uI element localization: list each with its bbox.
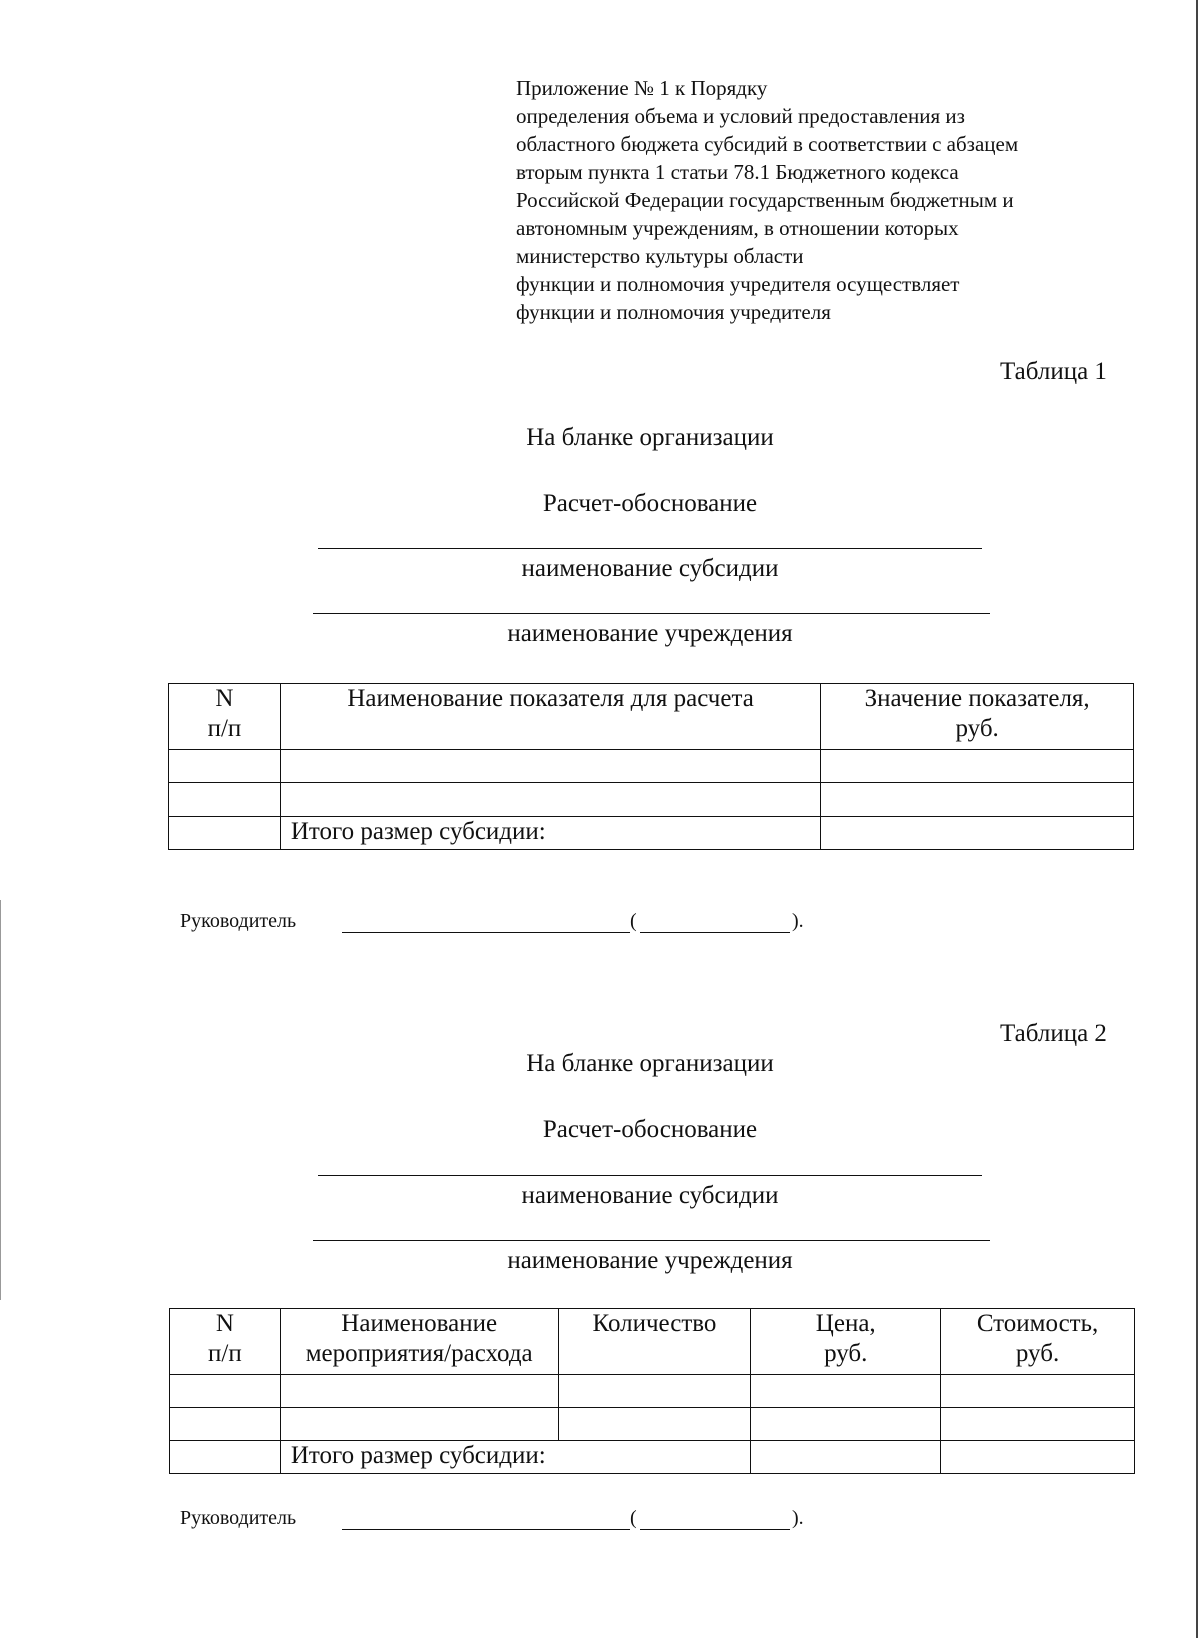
table2-header-num: N п/п <box>170 1309 281 1375</box>
table-cell <box>821 817 1134 850</box>
table2-title: Расчет-обоснование <box>542 1116 758 1143</box>
table-cell <box>821 750 1134 783</box>
table2-signature <box>180 1507 880 1537</box>
table2-header-price: Цена, руб. <box>751 1309 941 1375</box>
table-row <box>170 1408 1135 1441</box>
appendix-note <box>516 74 1156 326</box>
appendix-line: автономным учреждениям, в отношении которых <box>516 216 959 240</box>
table-cell <box>941 1375 1135 1408</box>
table-cell <box>280 783 820 817</box>
table1-title: Расчет-обоснование <box>542 490 758 517</box>
table-cell <box>941 1408 1135 1441</box>
appendix-line: функции и полномочия учредителя <box>516 300 831 324</box>
table-cell <box>169 783 281 817</box>
table-cell <box>941 1441 1135 1474</box>
table2-header-quantity: Количество <box>558 1309 751 1375</box>
table-cell <box>821 783 1134 817</box>
table-cell <box>170 1441 281 1474</box>
table-cell <box>280 1408 558 1441</box>
table2-subsidy-line <box>318 1175 982 1176</box>
table1-subsidy-caption: наименование субсидии <box>521 555 779 582</box>
appendix-line: Российской Федерации государственным бюджетным и <box>516 188 1014 212</box>
table-row <box>169 750 1134 783</box>
table2-total-row <box>170 1441 1135 1474</box>
table-row <box>170 1375 1135 1408</box>
appendix-line: вторым пункта 1 статьи 78.1 Бюджетного кодекса <box>516 160 959 184</box>
table-cell <box>751 1441 941 1474</box>
signature-line <box>342 932 630 933</box>
signature-name-line <box>640 1529 790 1530</box>
page-edge-right <box>1196 0 1198 1638</box>
table-cell <box>169 817 281 850</box>
page-edge-left <box>0 900 1 1300</box>
signature-paren-close: ). <box>792 1507 804 1529</box>
table-cell <box>751 1408 941 1441</box>
table2-subsidy-caption: наименование субсидии <box>521 1182 779 1209</box>
table1-header-value: Значение показателя, руб. <box>821 684 1134 750</box>
signature-name-line <box>640 932 790 933</box>
table2-header-row <box>170 1309 1135 1375</box>
signature-label: Руководитель <box>180 910 297 932</box>
table2-institution-caption: наименование учреждения <box>507 1247 793 1274</box>
table-cell <box>280 1375 558 1408</box>
table2-header-event: Наименование мероприятия/расхода <box>280 1309 558 1375</box>
table2-header-cost: Стоимость, руб. <box>941 1309 1135 1375</box>
table1-blank-caption: На бланке организации <box>526 424 774 451</box>
appendix-line: министерство культуры области <box>516 244 804 268</box>
table-cell <box>751 1375 941 1408</box>
signature-paren-close: ). <box>792 910 804 932</box>
signature-line <box>342 1529 630 1530</box>
table1-total-label: Итого размер субсидии: <box>280 817 820 850</box>
table2 <box>169 1308 1135 1474</box>
table1-header-indicator: Наименование показателя для расчета <box>280 684 820 750</box>
table1-label: Таблица 1 <box>1000 358 1107 385</box>
table2-blank-caption: На бланке организации <box>526 1050 774 1077</box>
table1 <box>168 683 1134 850</box>
table-cell <box>558 1408 751 1441</box>
table1-header-row <box>169 684 1134 750</box>
table1-signature <box>180 910 880 940</box>
signature-label: Руководитель <box>180 1507 297 1529</box>
table1-total-row <box>169 817 1134 850</box>
table-cell <box>558 1375 751 1408</box>
table-cell <box>170 1408 281 1441</box>
table1-institution-caption: наименование учреждения <box>507 620 793 647</box>
table-cell <box>169 750 281 783</box>
table-cell <box>280 750 820 783</box>
table1-institution-line <box>313 613 990 614</box>
appendix-line: функции и полномочия учредителя осуществляет <box>516 272 960 296</box>
table1-subsidy-line <box>318 548 982 549</box>
appendix-line: определения объема и условий предоставления из <box>516 104 965 128</box>
signature-paren-open: ( <box>630 1507 637 1529</box>
appendix-line: областного бюджета субсидий в соответствии с абзацем <box>516 132 1019 156</box>
table2-institution-line <box>313 1240 990 1241</box>
table2-label: Таблица 2 <box>1000 1020 1107 1047</box>
table1-header-num: N п/п <box>169 684 281 750</box>
table-cell <box>170 1375 281 1408</box>
table2-total-label: Итого размер субсидии: <box>280 1441 751 1474</box>
signature-paren-open: ( <box>630 910 637 932</box>
table-row <box>169 783 1134 817</box>
appendix-line: Приложение № 1 к Порядку <box>516 76 768 100</box>
